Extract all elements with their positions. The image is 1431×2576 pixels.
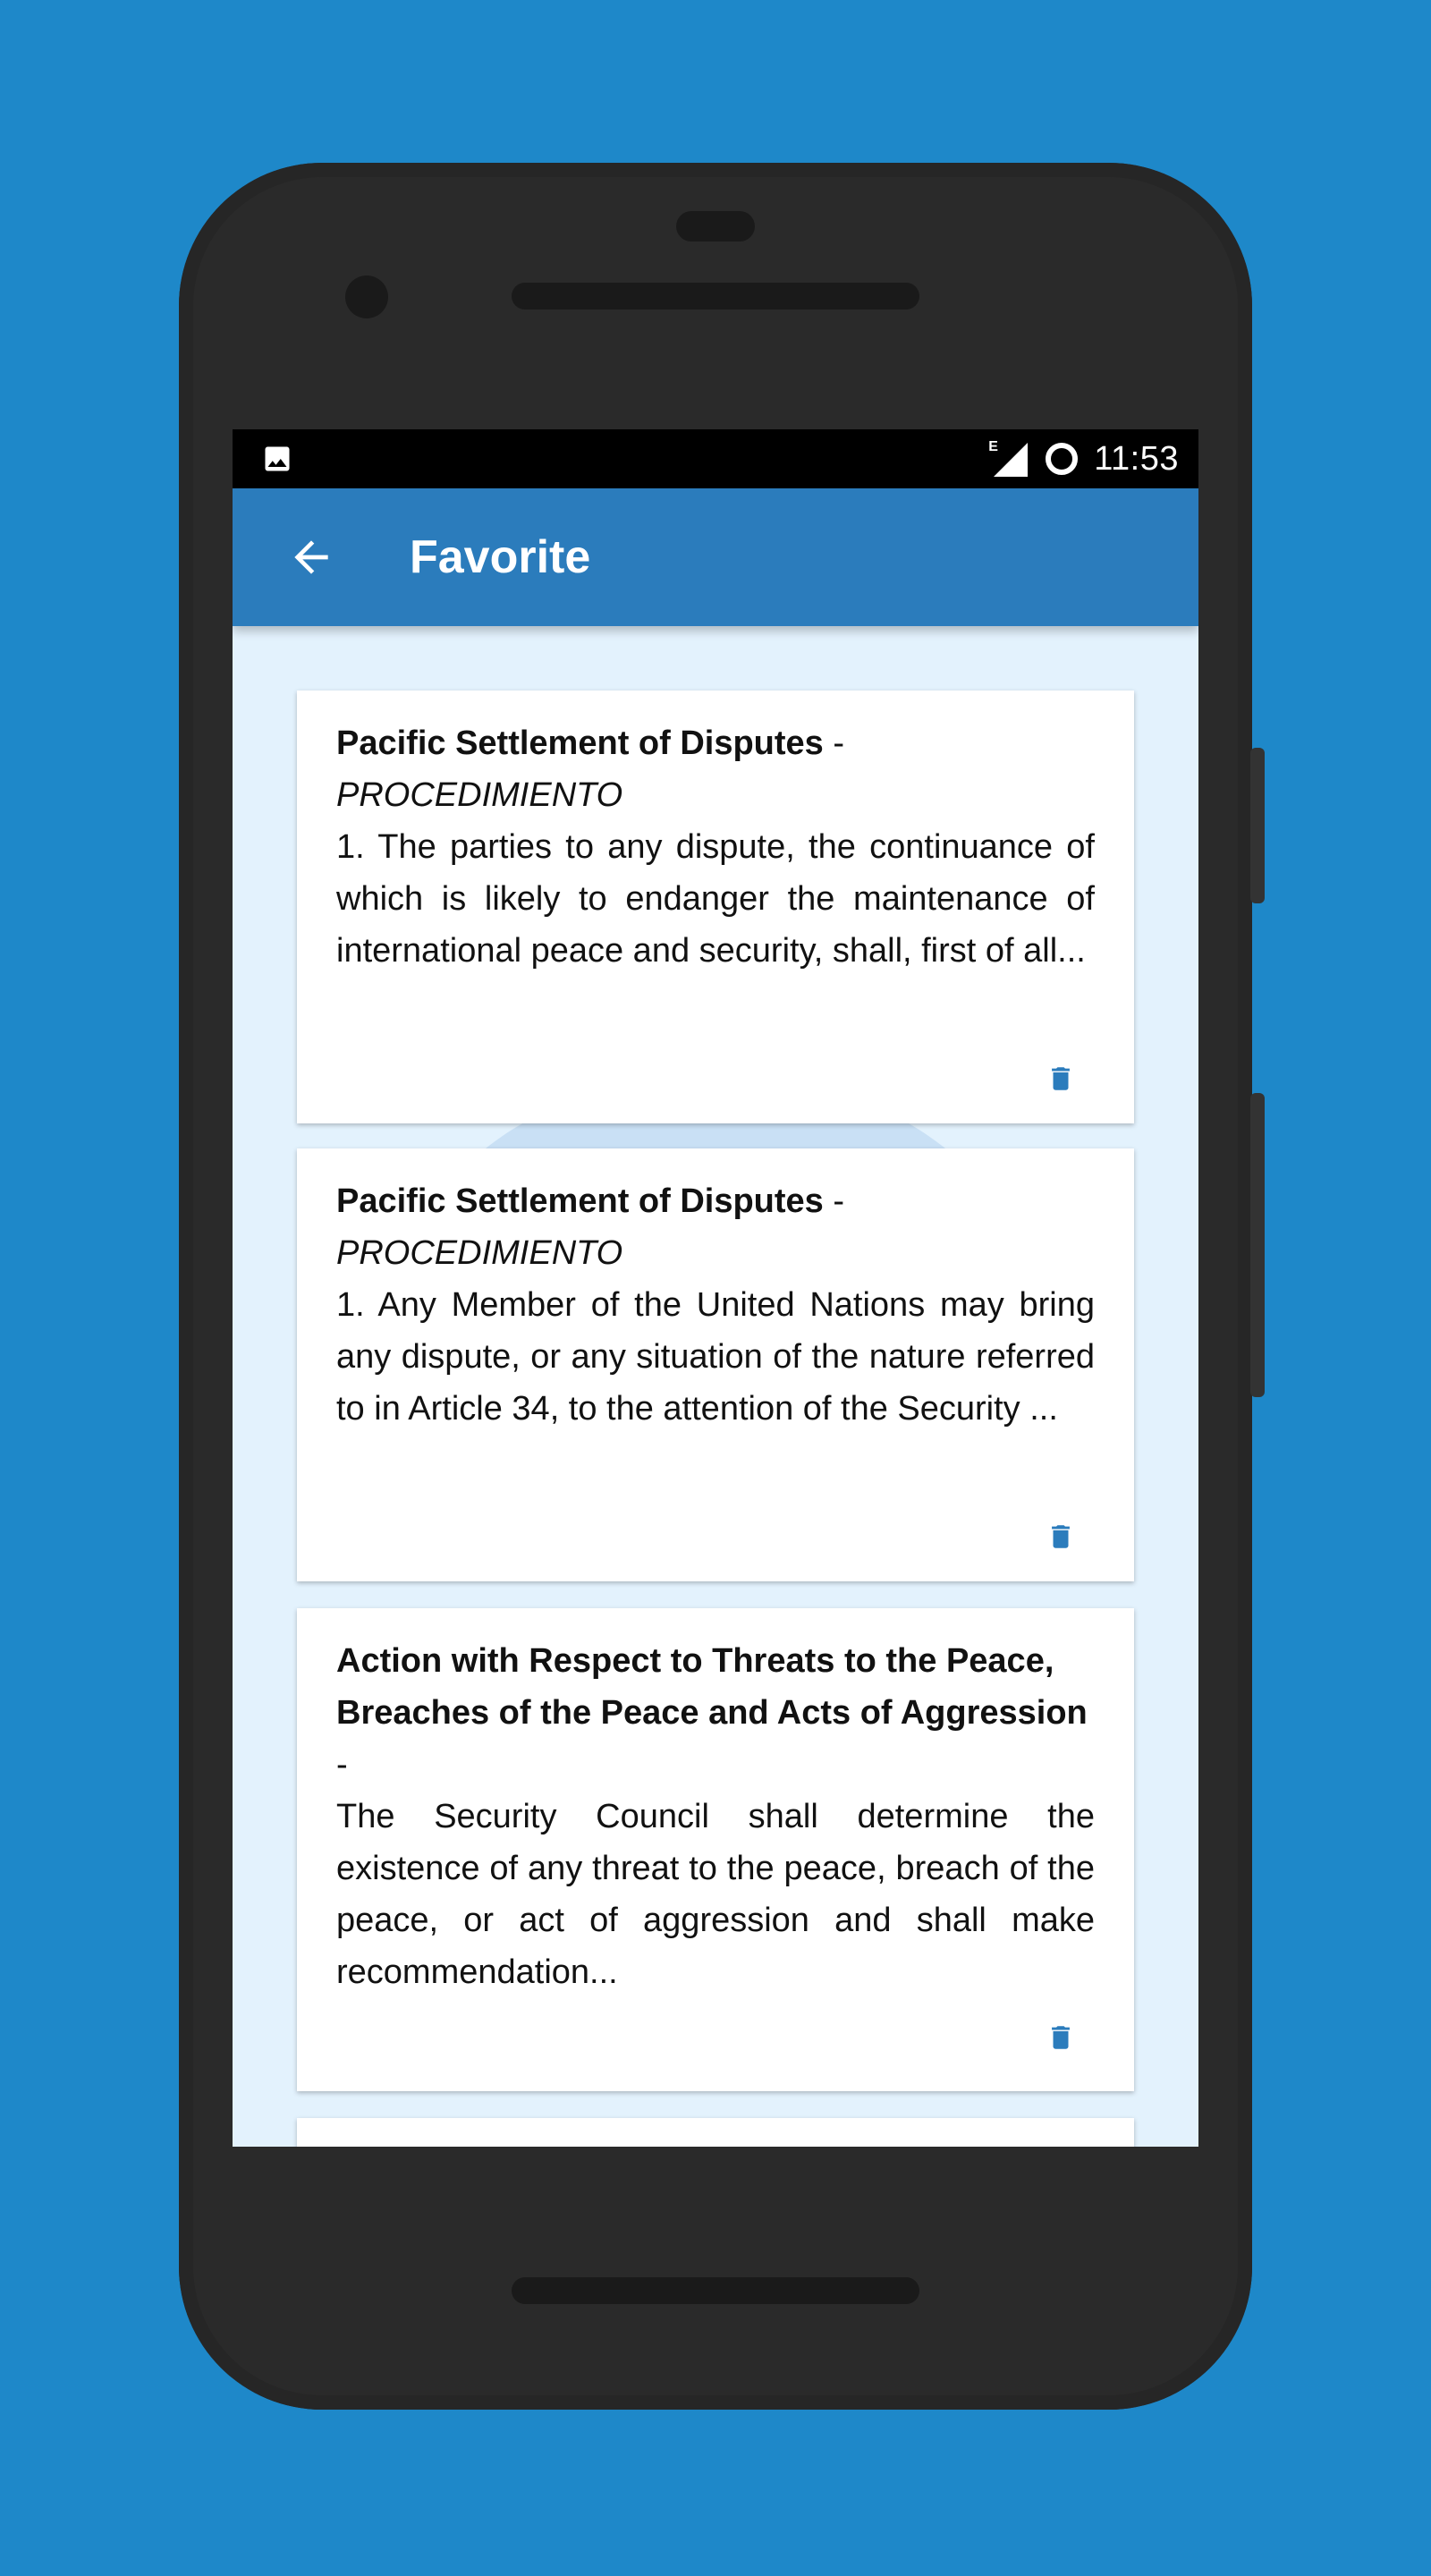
phone-volume-button xyxy=(1250,748,1265,903)
trash-icon xyxy=(1046,2021,1076,2055)
device-screen xyxy=(233,429,1198,2147)
card-content xyxy=(336,1635,1095,1998)
signal-icon xyxy=(988,439,1029,479)
phone-bottom-speaker xyxy=(512,2277,919,2304)
card-content xyxy=(336,717,1095,977)
delete-button[interactable] xyxy=(1041,1517,1080,1556)
card-title: Pacific Settlement of Disputes xyxy=(336,1182,824,1220)
card-heading xyxy=(336,1175,1095,1227)
card-content xyxy=(336,1175,1095,1435)
phone-front-camera xyxy=(345,275,388,318)
card-heading xyxy=(336,1635,1095,1791)
favorites-list[interactable] xyxy=(233,626,1198,2147)
delete-button[interactable] xyxy=(1041,1059,1080,1098)
app-bar xyxy=(233,488,1198,626)
phone-earpiece xyxy=(676,211,755,242)
card-title: Action with Respect to Threats to the Peace, Breaches of the Peace and Acts of Aggression xyxy=(336,1642,1088,1732)
favorite-card[interactable] xyxy=(297,691,1134,1123)
status-bar xyxy=(233,429,1198,488)
card-excerpt: 1. Any Member of the United Nations may bring any dispute, or any situation of the nature referred to in Article 34, to the attention of the Security ... xyxy=(336,1286,1095,1428)
page-title: Favorite xyxy=(410,531,591,583)
card-separator: - xyxy=(336,1746,348,1784)
card-heading xyxy=(336,717,1095,769)
network-type-label: E xyxy=(988,439,998,454)
sync-icon xyxy=(1042,439,1081,479)
favorite-card[interactable] xyxy=(297,1148,1134,1581)
arrow-back-icon xyxy=(286,532,336,582)
card-separator: - xyxy=(823,1182,845,1220)
card-subtitle: PROCEDIMIENTO xyxy=(336,1234,623,1272)
back-button[interactable] xyxy=(283,529,340,586)
favorite-card-partial[interactable] xyxy=(297,2118,1134,2147)
status-clock: 11:53 xyxy=(1094,439,1179,478)
image-icon xyxy=(261,443,293,475)
card-excerpt: 1. The parties to any dispute, the continuance of which is likely to endanger the maintenance of international peace and security, shall, first of all... xyxy=(336,828,1095,970)
card-subtitle: PROCEDIMIENTO xyxy=(336,776,623,814)
trash-icon xyxy=(1046,1062,1076,1096)
phone-power-button xyxy=(1250,1093,1265,1397)
favorite-card[interactable] xyxy=(297,1608,1134,2091)
trash-icon xyxy=(1046,1520,1076,1554)
card-excerpt: The Security Council shall determine the existence of any threat to the peace, breach of the peace, or act of aggression and shall make recommendation... xyxy=(336,1798,1095,1991)
delete-button[interactable] xyxy=(1041,2018,1080,2057)
card-title: Pacific Settlement of Disputes xyxy=(336,724,824,762)
phone-top-speaker xyxy=(512,283,919,309)
status-icons xyxy=(988,429,1179,488)
card-separator: - xyxy=(823,724,845,762)
